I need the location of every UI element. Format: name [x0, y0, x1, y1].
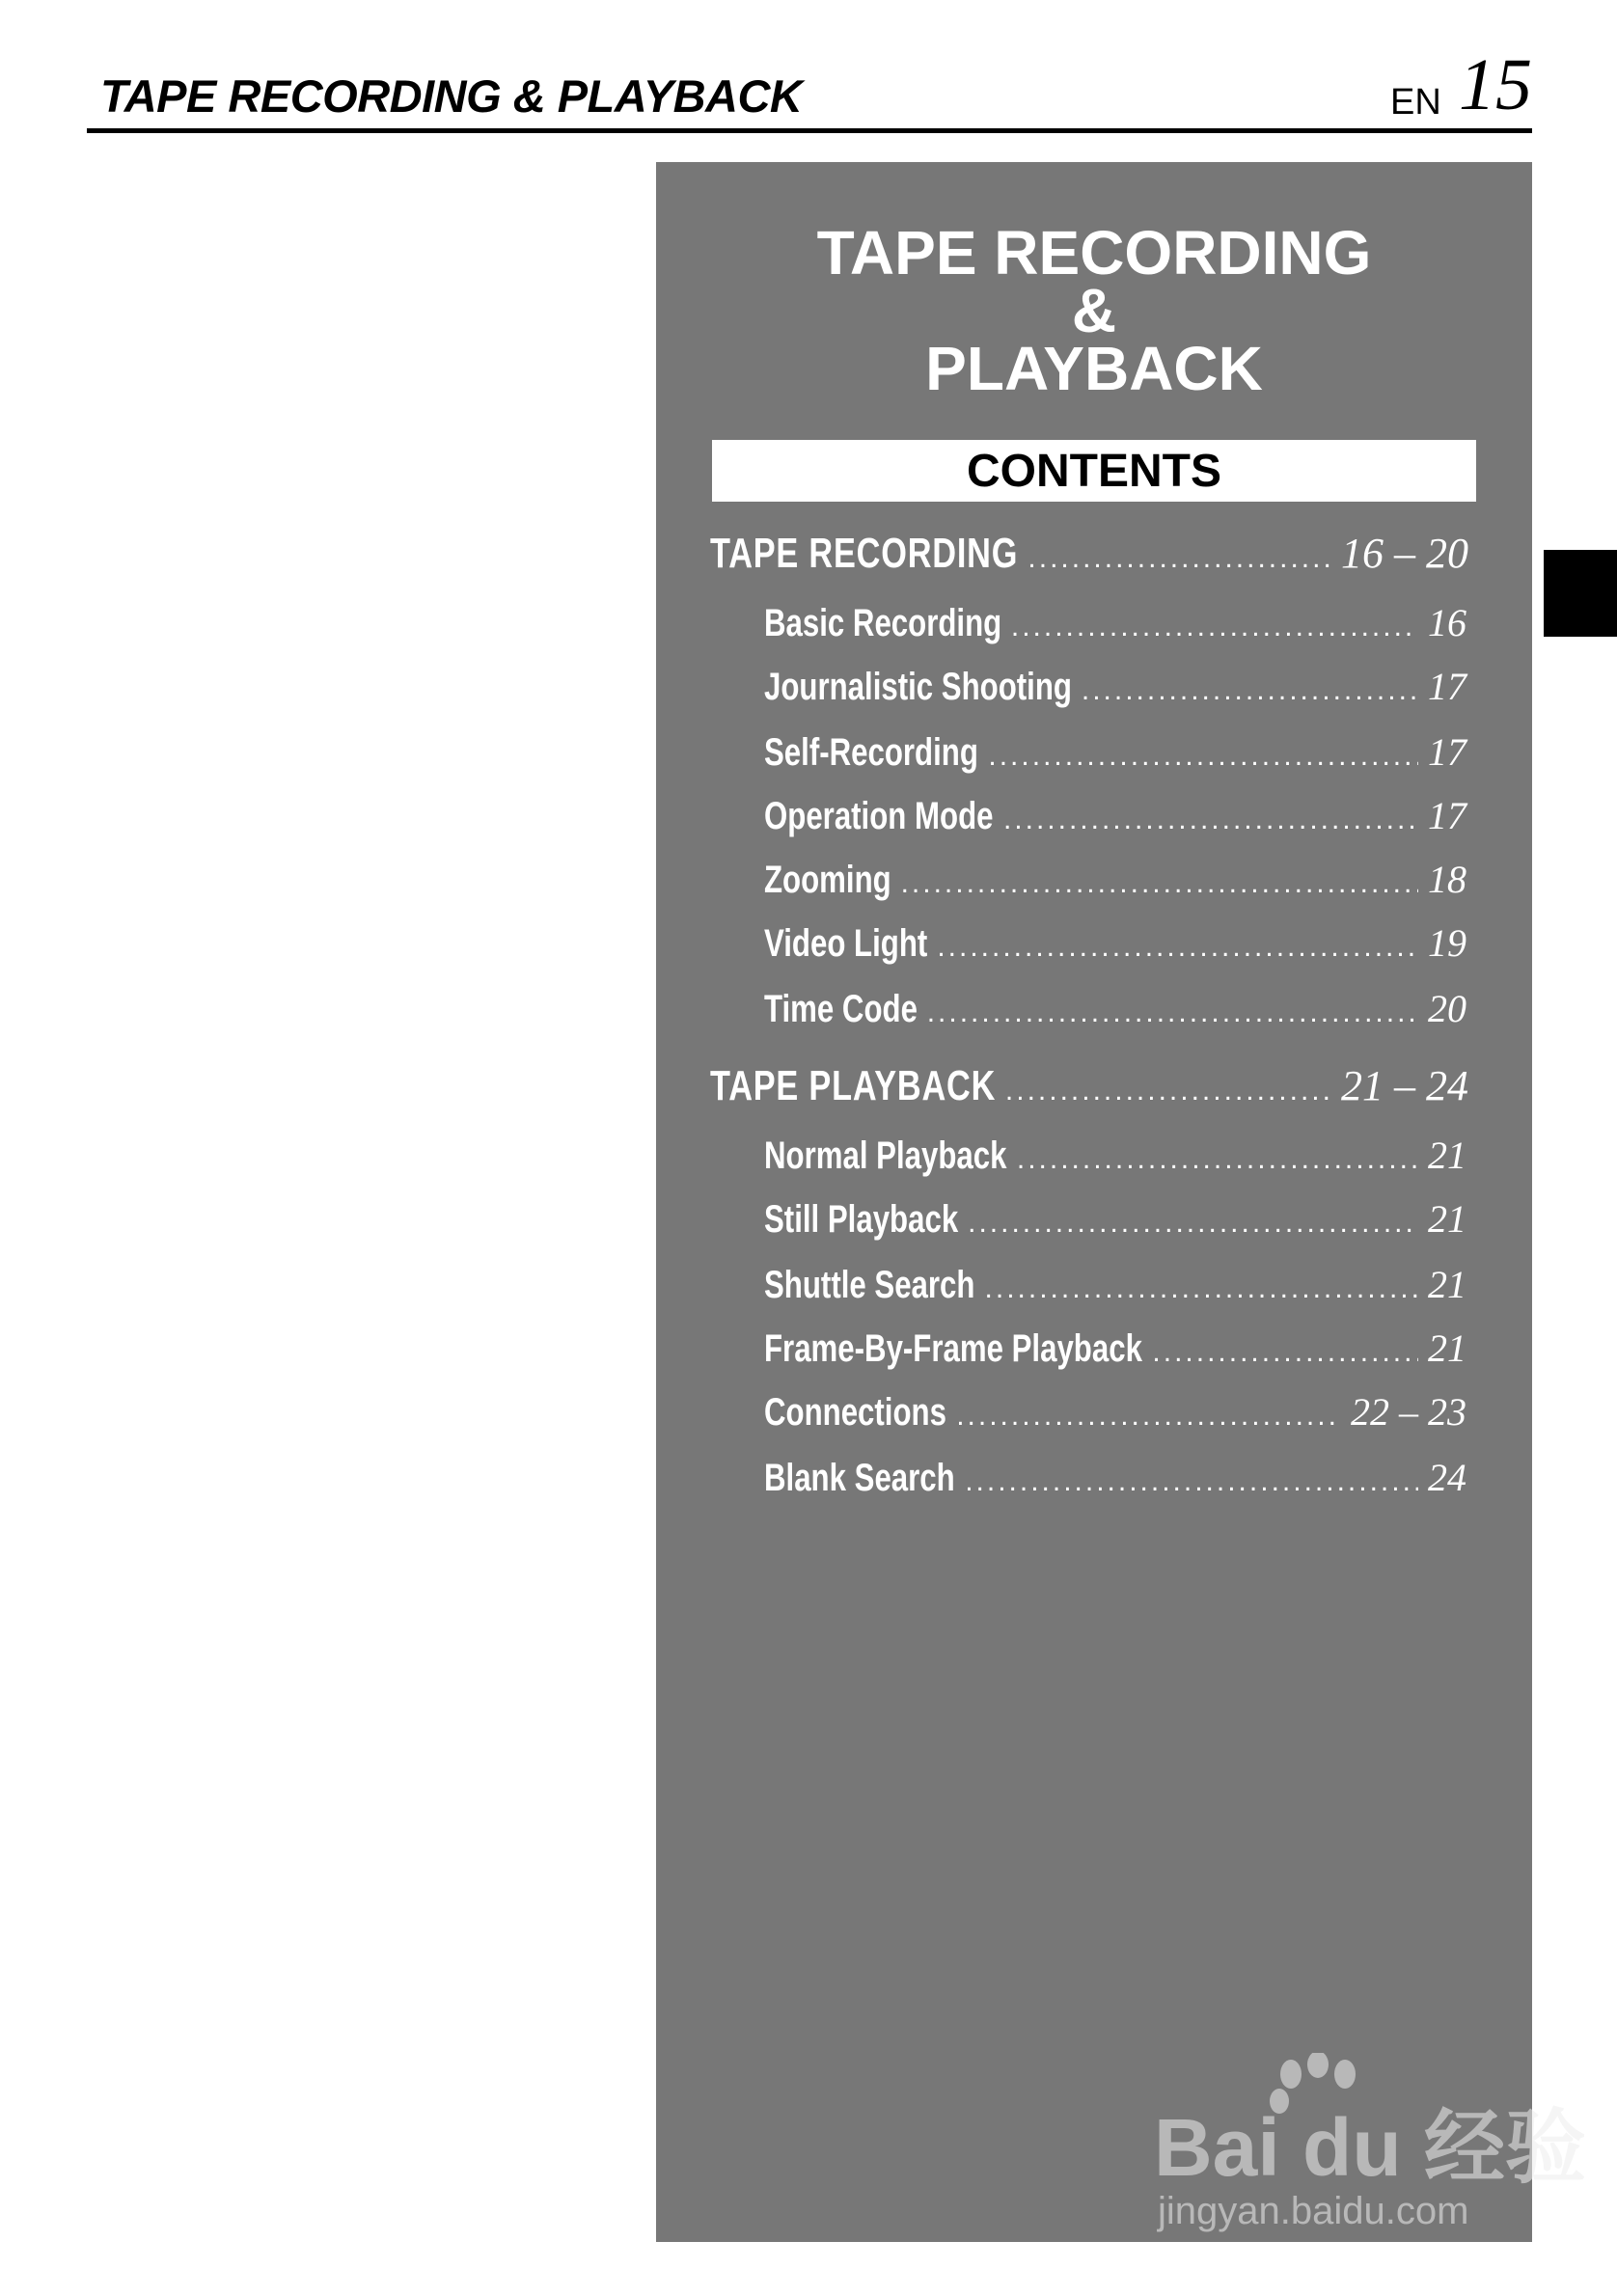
contents-heading-box — [712, 440, 1476, 502]
toc-entry-page: 17 — [1428, 794, 1466, 837]
toc-entry-label: Video Light — [764, 922, 928, 965]
toc-leader-dots — [968, 1207, 1418, 1240]
toc-leader-dots — [1028, 542, 1331, 575]
toc-entry-page: 16 — [1428, 601, 1466, 644]
toc-leader-dots — [1082, 674, 1418, 707]
side-index-tab — [1544, 550, 1617, 637]
toc-leader-dots — [1017, 1143, 1418, 1176]
toc-leader-dots — [901, 867, 1418, 900]
toc-entry — [710, 529, 1468, 578]
section-title — [656, 218, 1532, 403]
watermark-brand: Bai du 经验 — [1154, 2102, 1587, 2193]
toc-entry-label: Frame-By-Frame Playback — [764, 1327, 1142, 1370]
toc-entry-label: TAPE RECORDING — [710, 530, 1019, 577]
toc-entry-page: 18 — [1428, 858, 1466, 901]
toc-entry — [764, 1133, 1466, 1178]
toc-leader-dots — [1003, 804, 1418, 836]
toc-entry-label: Time Code — [764, 988, 918, 1030]
toc-leader-dots — [937, 931, 1418, 964]
toc-entry — [764, 1262, 1466, 1307]
toc-entry-page: 21 — [1428, 1326, 1466, 1370]
toc-entry-page: 21 — [1428, 1134, 1466, 1177]
toc-leader-dots — [988, 740, 1418, 773]
toc-entry-label: Operation Mode — [764, 795, 994, 837]
toc-leader-dots — [1005, 1075, 1331, 1107]
toc-leader-dots — [1152, 1336, 1418, 1369]
toc-entry — [710, 1061, 1468, 1110]
toc-leader-dots — [1011, 611, 1418, 643]
toc-entry-label: Self-Recording — [764, 731, 978, 774]
toc-entry — [764, 1389, 1466, 1435]
toc-entry — [764, 1455, 1466, 1500]
toc-leader-dots — [985, 1272, 1418, 1305]
toc-leader-dots — [965, 1465, 1418, 1498]
toc-entry-page: 17 — [1428, 730, 1466, 774]
toc-entry-page: 24 — [1428, 1456, 1466, 1499]
toc-entry — [764, 1326, 1466, 1371]
toc-entry — [764, 920, 1466, 966]
toc-entry-page: 22 – 23 — [1351, 1390, 1466, 1434]
toc-entry-label: Basic Recording — [764, 602, 1002, 644]
toc-entry — [764, 793, 1466, 838]
toc-entry-label: TAPE PLAYBACK — [710, 1062, 997, 1109]
toc-entry-page: 16 – 20 — [1341, 530, 1468, 577]
toc-entry — [764, 664, 1466, 709]
toc-entry — [764, 600, 1466, 645]
toc-leader-dots — [956, 1400, 1341, 1433]
toc-entry-page: 19 — [1428, 921, 1466, 965]
toc-entry-label: Connections — [764, 1391, 946, 1434]
header-rule — [87, 128, 1532, 133]
toc-entry — [764, 1196, 1466, 1242]
toc-entry-page: 21 — [1428, 1263, 1466, 1306]
section-title-line-2: & — [1071, 276, 1117, 345]
toc-entry-label: Zooming — [764, 859, 891, 901]
toc-entry-label: Normal Playback — [764, 1134, 1007, 1177]
section-title-line-1: TAPE RECORDING — [816, 218, 1372, 287]
watermark-url: jingyan.baidu.com — [1158, 2190, 1469, 2232]
baidu-watermark — [1148, 2053, 1587, 2236]
toc-entry-page: 21 — [1428, 1197, 1466, 1241]
toc-entry — [764, 729, 1466, 775]
toc-entry — [764, 857, 1466, 902]
toc-entry-label: Journalistic Shooting — [764, 666, 1072, 708]
toc-entry-label: Shuttle Search — [764, 1264, 975, 1306]
toc-leader-dots — [927, 997, 1418, 1029]
page-number: 15 — [1459, 44, 1532, 125]
contents-heading: CONTENTS — [967, 445, 1221, 497]
header-language: EN — [1390, 82, 1441, 123]
toc-entry-page: 21 – 24 — [1341, 1062, 1468, 1109]
toc-entry-label: Blank Search — [764, 1457, 955, 1499]
section-title-line-3: PLAYBACK — [925, 334, 1263, 403]
toc-entry — [764, 986, 1466, 1031]
toc-entry-page: 20 — [1428, 987, 1466, 1030]
toc-entry-page: 17 — [1428, 665, 1466, 708]
toc-entry-label: Still Playback — [764, 1198, 959, 1241]
header-title: TAPE RECORDING & PLAYBACK — [100, 70, 803, 122]
